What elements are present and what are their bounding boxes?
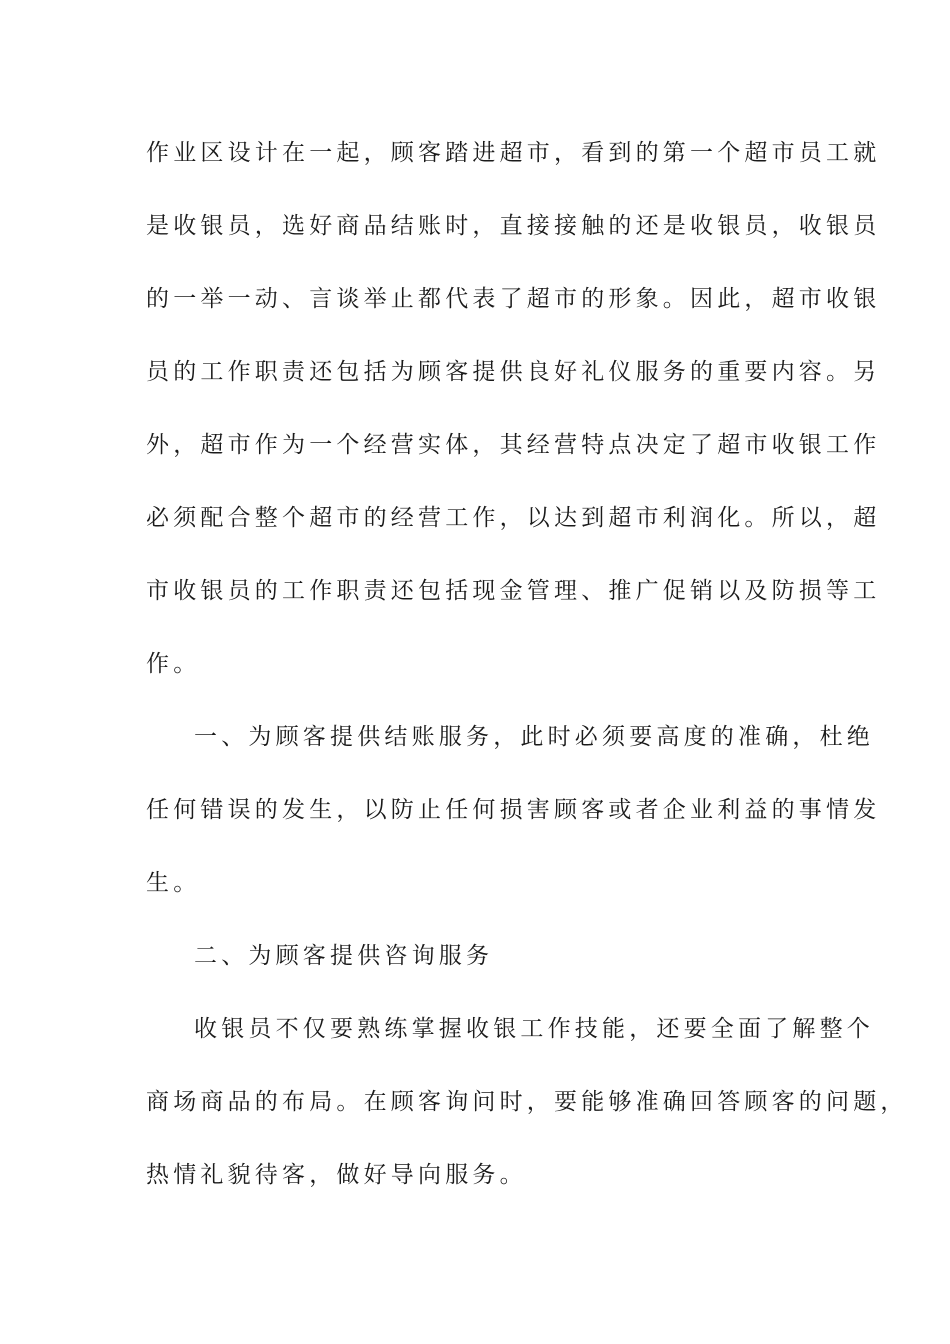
text-line: 任何错误的发生，以防止任何损害顾客或者企业利益的事情发: [146, 797, 881, 823]
text-line: 的一举一动、言谈举止都代表了超市的形象。因此，超市收银: [146, 286, 881, 312]
text-line: 作业区设计在一起，顾客踏进超市，看到的第一个超市员工就: [146, 140, 881, 166]
text-line: 必须配合整个超市的经营工作，以达到超市利润化。所以，超: [146, 505, 881, 531]
text-line: 一、为顾客提供结账服务，此时必须要高度的准确，杜绝: [194, 724, 874, 750]
text-line: 外，超市作为一个经营实体，其经营特点决定了超市收银工作: [146, 432, 881, 458]
section-heading: 二、为顾客提供咨询服务: [194, 943, 494, 969]
text-line: 商场商品的布局。在顾客询问时，要能够准确回答顾客的问题，: [146, 1089, 908, 1115]
text-line: 生。: [146, 870, 201, 896]
text-line: 员的工作职责还包括为顾客提供良好礼仪服务的重要内容。另: [146, 359, 881, 385]
text-line: 收银员不仅要熟练掌握收银工作技能，还要全面了解整个: [194, 1016, 874, 1042]
text-line: 是收银员，选好商品结账时，直接接触的还是收银员，收银员: [146, 213, 881, 239]
text-line: 市收银员的工作职责还包括现金管理、推广促销以及防损等工: [146, 578, 881, 604]
text-line: 作。: [146, 651, 201, 677]
text-line: 热情礼貌待客，做好导向服务。: [146, 1162, 527, 1188]
